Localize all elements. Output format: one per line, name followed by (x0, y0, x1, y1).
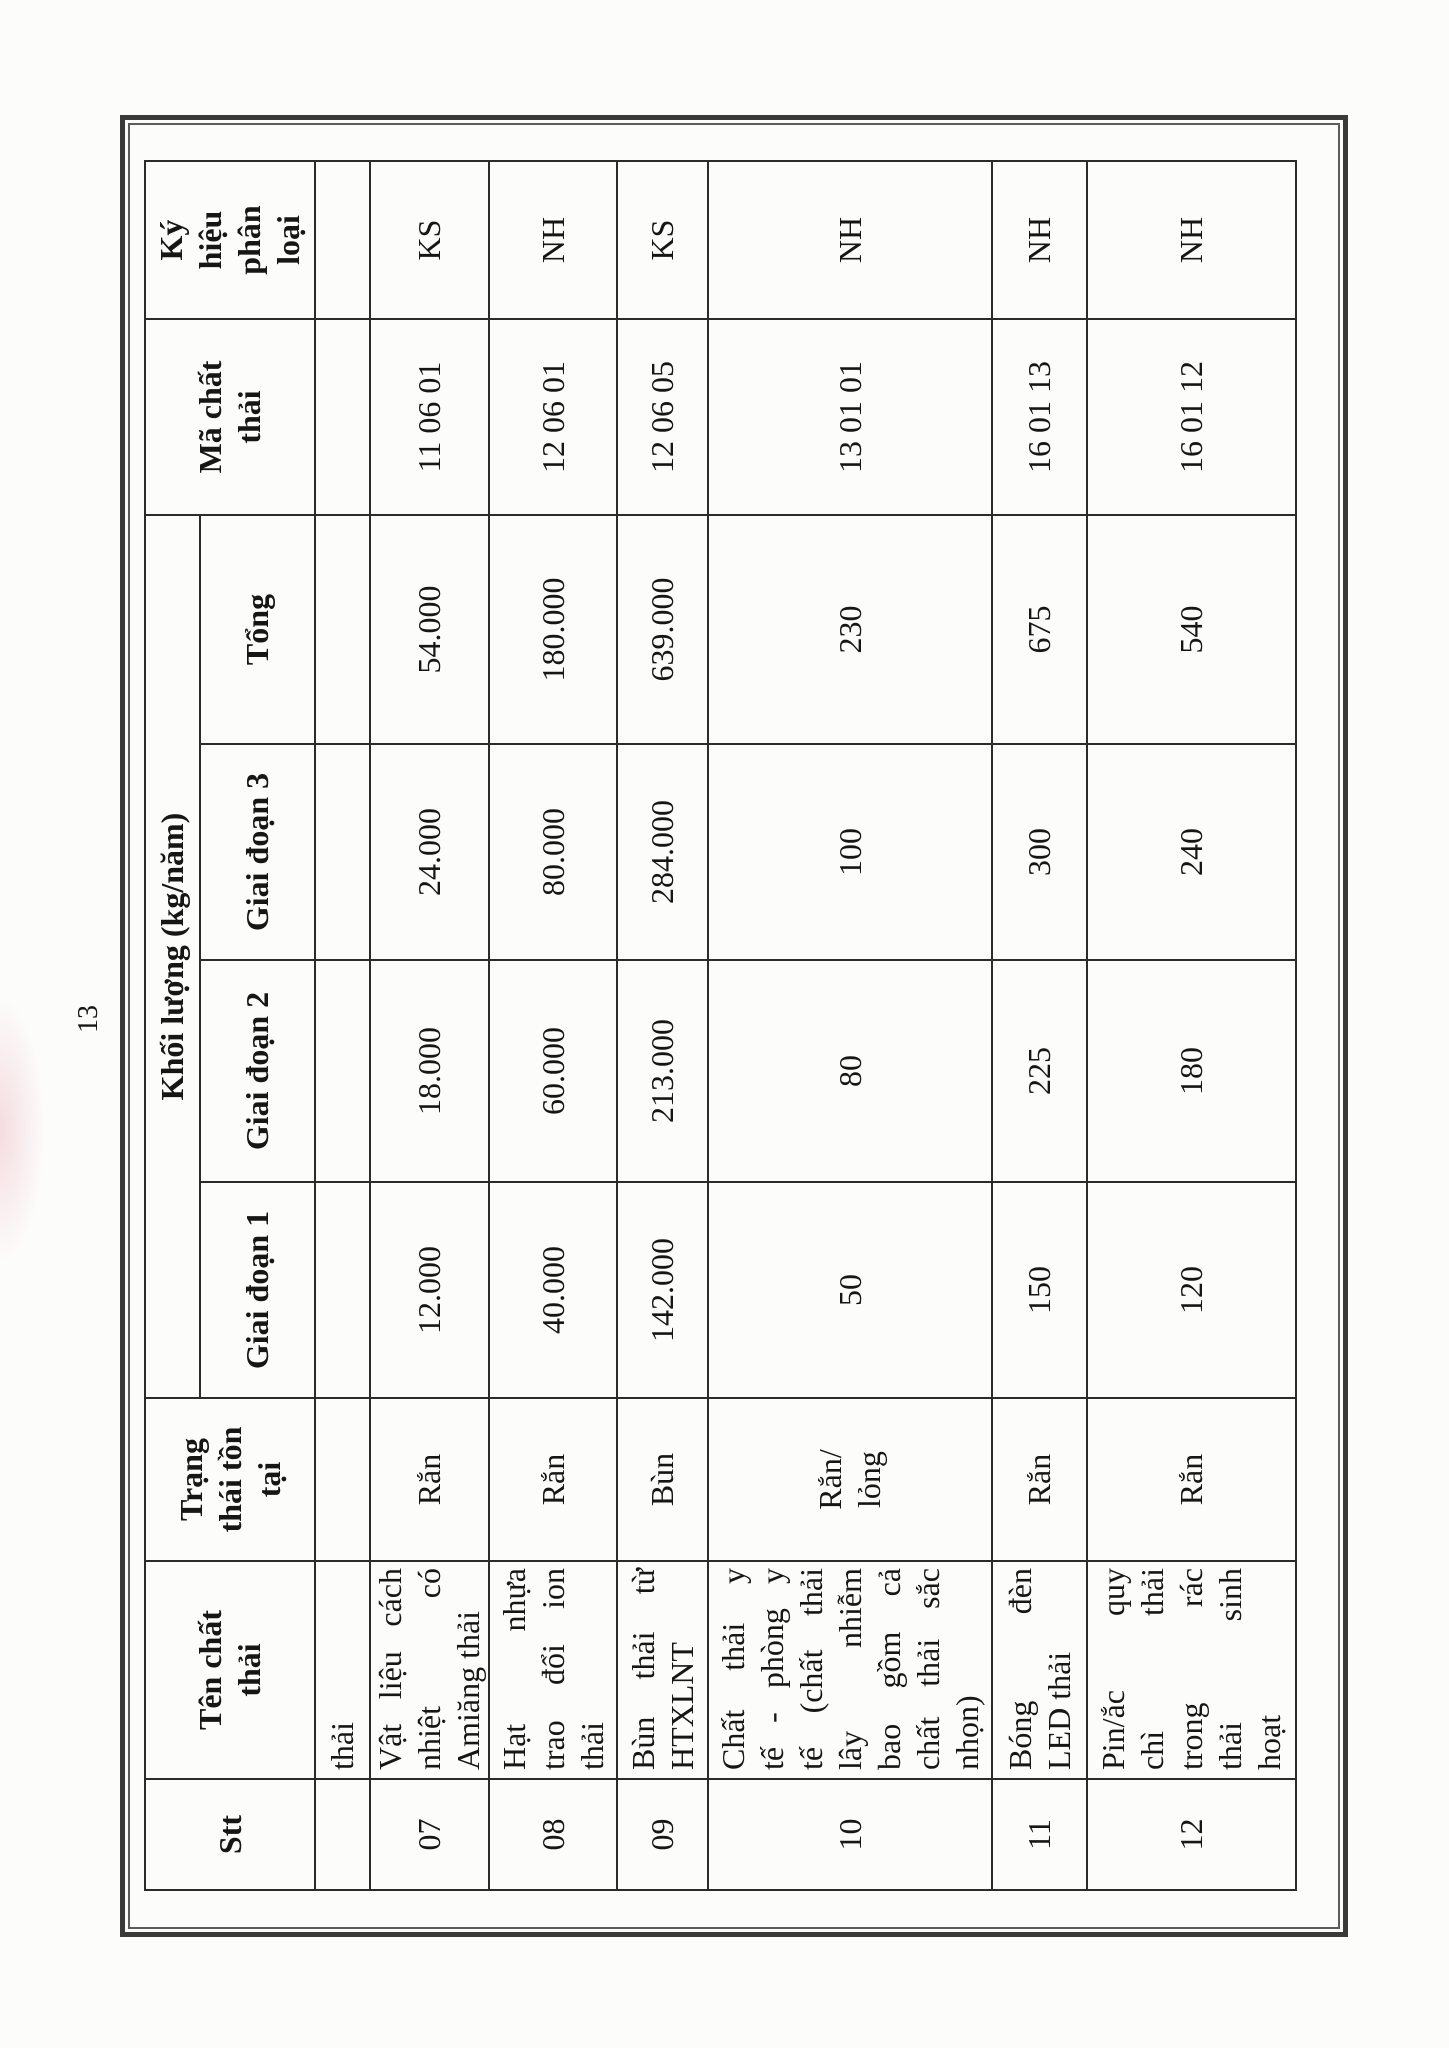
waste-name-cell (617, 1561, 708, 1779)
phase1-cell: 142.000 (617, 1182, 708, 1398)
phase1-cell: 40.000 (489, 1182, 617, 1398)
waste-name-line: nhiệt có (411, 1568, 447, 1770)
phase2-cell: 80 (708, 960, 992, 1182)
phase2-cell: 60.000 (489, 960, 617, 1182)
classification-cell: NH (489, 161, 617, 319)
header-mass-group: Khối lượng (kg/năm) (145, 515, 200, 1398)
waste-code-cell: 16 01 13 (992, 319, 1087, 515)
header-line: Tên chất (192, 1610, 228, 1730)
header-phase3: Giai đoạn 3 (200, 744, 315, 960)
waste-name-line: hoạt (1251, 1714, 1287, 1770)
phase1-cell: 150 (992, 1182, 1087, 1398)
total-cell: 540 (1087, 515, 1296, 744)
classification-cell: NH (992, 161, 1087, 319)
page-number: 13 (73, 1005, 104, 1033)
waste-name-line: bao gồm cả (870, 1568, 907, 1770)
waste-code-cell: 12 06 05 (617, 319, 708, 515)
stamp-mark (0, 1000, 44, 1260)
header-stt: Stt (145, 1779, 315, 1890)
phase3-cell: 80.000 (489, 744, 617, 960)
waste-name-cell (315, 1561, 370, 1779)
table-row (489, 161, 617, 1890)
header-waste-code (145, 319, 315, 515)
waste-code-cell (315, 319, 370, 515)
stt-cell: 09 (617, 1779, 708, 1890)
waste-code-cell: 11 06 01 (370, 319, 489, 515)
phase3-cell (315, 744, 370, 960)
waste-name-line: trao đổi ion (534, 1568, 571, 1770)
waste-name-line: Pin/ắc quy (1095, 1568, 1131, 1770)
waste-table (144, 160, 1297, 1891)
total-cell (315, 515, 370, 744)
state-cell (315, 1398, 370, 1561)
stt-cell: 10 (708, 1779, 992, 1890)
state-line: Bùn (644, 1452, 680, 1507)
phase3-cell: 100 (708, 744, 992, 960)
waste-name-cell (708, 1561, 992, 1779)
total-cell: 54.000 (370, 515, 489, 744)
state-cell (1087, 1398, 1296, 1561)
phase2-cell: 180 (1087, 960, 1296, 1182)
table-row (370, 161, 489, 1890)
state-cell (617, 1398, 708, 1561)
waste-name-line: nhọn) (948, 1695, 985, 1770)
header-line: Trạng (172, 1438, 209, 1521)
state-cell (992, 1398, 1087, 1561)
waste-name-line: Bóng đèn (1001, 1568, 1038, 1770)
header-line: loại (270, 215, 306, 265)
header-line: tại (250, 1461, 287, 1498)
waste-name-line: chất thải sắc (909, 1568, 946, 1770)
classification-cell: KS (617, 161, 708, 319)
phase3-cell: 24.000 (370, 744, 489, 960)
state-cell (708, 1398, 992, 1561)
state-cell (489, 1398, 617, 1561)
phase2-cell (315, 960, 370, 1182)
header-line: phân (231, 205, 267, 275)
stt-cell: 07 (370, 1779, 489, 1890)
header-line: Mã chất (192, 360, 228, 474)
header-line: thái tồn (211, 1426, 248, 1533)
phase1-cell: 50 (708, 1182, 992, 1398)
classification-cell: KS (370, 161, 489, 319)
total-cell: 639.000 (617, 515, 708, 744)
phase1-cell: 12.000 (370, 1182, 489, 1398)
phase3-cell: 240 (1087, 744, 1296, 960)
waste-name-line: chì thải (1134, 1568, 1170, 1770)
header-waste-name (145, 1561, 315, 1779)
waste-name-line: HTXLNT (663, 1642, 700, 1770)
table-row (992, 161, 1087, 1890)
header-line: thải (231, 390, 267, 444)
table-row (1087, 161, 1296, 1890)
header-line: Ký (153, 219, 189, 261)
waste-name-line: Vật liệu cách (372, 1568, 408, 1770)
state-line: lỏng (851, 1451, 887, 1508)
header-classification (145, 161, 315, 319)
waste-name-line: Amiăng thải (450, 1610, 486, 1770)
waste-name-line: tế - phòng y (753, 1568, 790, 1770)
state-line: Rắn (411, 1453, 447, 1506)
state-line: Rắn (534, 1453, 571, 1506)
state-line: Rắn/ (812, 1449, 848, 1510)
waste-name-line: Chất thải y (714, 1568, 751, 1770)
header-line: thải (231, 1643, 267, 1697)
stt-cell: 11 (992, 1779, 1087, 1890)
waste-name-line: trong rác (1173, 1568, 1209, 1770)
classification-cell: NH (1087, 161, 1296, 319)
classification-cell: NH (708, 161, 992, 319)
rotated-table-wrapper (144, 162, 1294, 1891)
stt-cell (315, 1779, 370, 1890)
total-cell: 675 (992, 515, 1087, 744)
waste-name-line: thải sinh (1212, 1568, 1248, 1770)
waste-name-cell (1087, 1561, 1296, 1779)
state-line: Rắn (1173, 1453, 1209, 1506)
continuation-row (315, 161, 370, 1890)
phase1-cell: 120 (1087, 1182, 1296, 1398)
phase2-cell: 213.000 (617, 960, 708, 1182)
waste-name-cell (992, 1561, 1087, 1779)
waste-name-line: Bùn thải từ (624, 1568, 661, 1770)
waste-code-cell: 13 01 01 (708, 319, 992, 515)
header-total: Tổng (200, 515, 315, 744)
header-line: hiệu (192, 210, 228, 270)
header-row (145, 161, 200, 1890)
table-row (708, 161, 992, 1890)
stt-cell: 08 (489, 1779, 617, 1890)
phase2-cell: 18.000 (370, 960, 489, 1182)
waste-name-line: lây nhiễm (831, 1568, 868, 1770)
waste-name-cell (370, 1561, 489, 1779)
classification-cell (315, 161, 370, 319)
waste-name-line: Hạt nhựa (495, 1568, 532, 1770)
waste-code-cell: 16 01 12 (1087, 319, 1296, 515)
waste-name-line: thải (324, 1722, 360, 1770)
phase1-cell (315, 1182, 370, 1398)
phase3-cell: 284.000 (617, 744, 708, 960)
waste-name-line: thải (573, 1722, 610, 1770)
phase3-cell: 300 (992, 744, 1087, 960)
state-line: Rắn (1021, 1453, 1057, 1506)
waste-name-line: tế (chất thải (792, 1568, 829, 1770)
header-phase2: Giai đoạn 2 (200, 960, 315, 1182)
waste-code-cell: 12 06 01 (489, 319, 617, 515)
total-cell: 180.000 (489, 515, 617, 744)
header-phase1: Giai đoạn 1 (200, 1182, 315, 1398)
waste-name-line: LED thải (1040, 1651, 1077, 1770)
table-row (617, 161, 708, 1890)
state-cell (370, 1398, 489, 1561)
phase2-cell: 225 (992, 960, 1087, 1182)
waste-name-cell (489, 1561, 617, 1779)
stt-cell: 12 (1087, 1779, 1296, 1890)
total-cell: 230 (708, 515, 992, 744)
header-state (145, 1398, 315, 1561)
